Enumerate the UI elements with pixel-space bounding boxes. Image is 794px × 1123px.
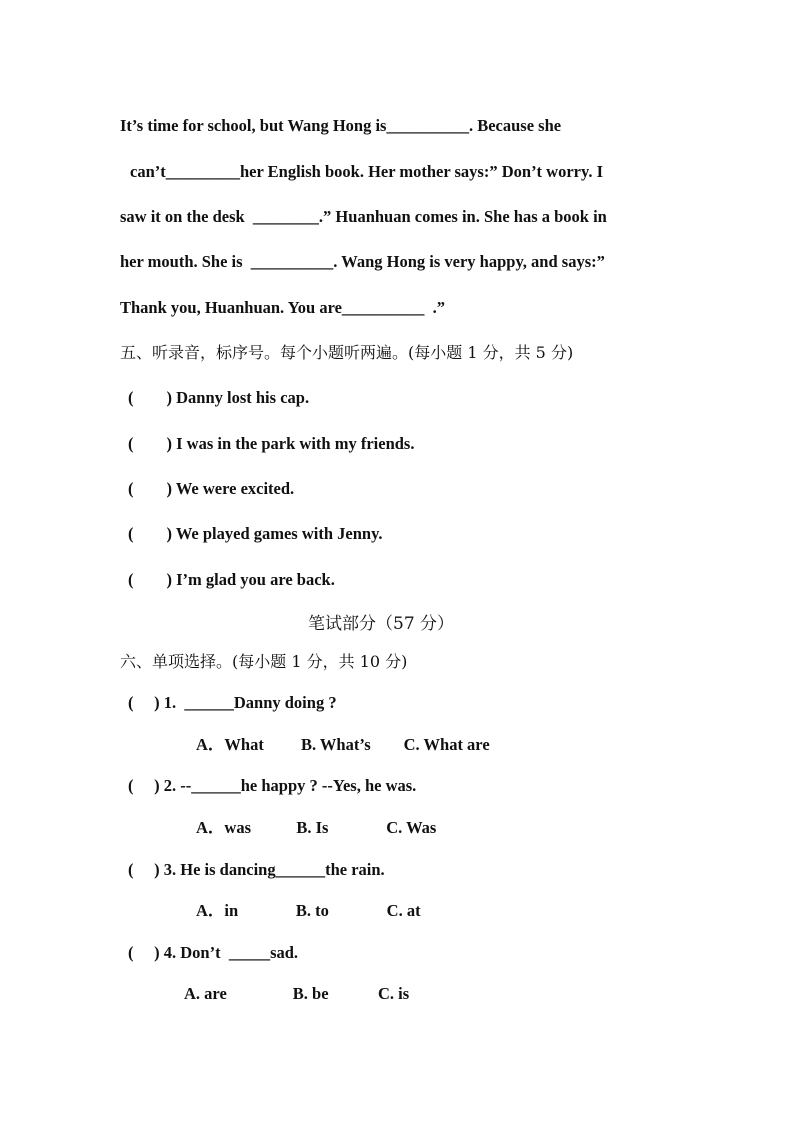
- passage-line-5: Thank you, Huanhuan. You are__________ .”: [120, 298, 446, 317]
- question-1-options: A．What B. What’s C. What are: [196, 735, 490, 754]
- section6-heading: 六、单项选择。(每小题 1 分，共 10 分): [120, 652, 408, 671]
- passage-line-2: can’t_________her English book. Her mother says:” Don’t worry. I: [130, 162, 604, 181]
- passage-line-3: saw it on the desk ________.” Huanhuan comes in. She has a book in: [120, 207, 607, 226]
- written-part-title: 笔试部分（57 分）: [308, 614, 455, 634]
- section5-item-2: ( ) I was in the park with my friends.: [128, 434, 415, 453]
- section5-item-4: ( ) We played games with Jenny.: [128, 524, 383, 543]
- question-4-stem: ( ) 4. Don’t _____sad.: [128, 943, 299, 962]
- passage-line-4: her mouth. She is __________. Wang Hong is very happy, and says:”: [120, 252, 605, 271]
- question-1-stem: ( ) 1. ______Danny doing ?: [128, 693, 337, 712]
- question-2-stem: ( ) 2. --______he happy ? --Yes, he was.: [128, 776, 417, 795]
- section5-item-3: ( ) We were excited.: [128, 479, 295, 498]
- section5-heading: 五、听录音，标序号。每个小题听两遍。(每小题 1 分，共 5 分): [120, 343, 574, 362]
- section5-item-1: ( ) Danny lost his cap.: [128, 388, 310, 407]
- question-2-options: A．was B. Is C. Was: [196, 818, 437, 837]
- section5-item-5: ( ) I’m glad you are back.: [128, 570, 335, 589]
- question-3-stem: ( ) 3. He is dancing______the rain.: [128, 860, 385, 879]
- passage-line-1: It’s time for school, but Wang Hong is__________. Because she: [120, 116, 562, 135]
- question-4-options: A. are B. be C. is: [184, 984, 410, 1003]
- question-3-options: A．in B. to C. at: [196, 901, 421, 920]
